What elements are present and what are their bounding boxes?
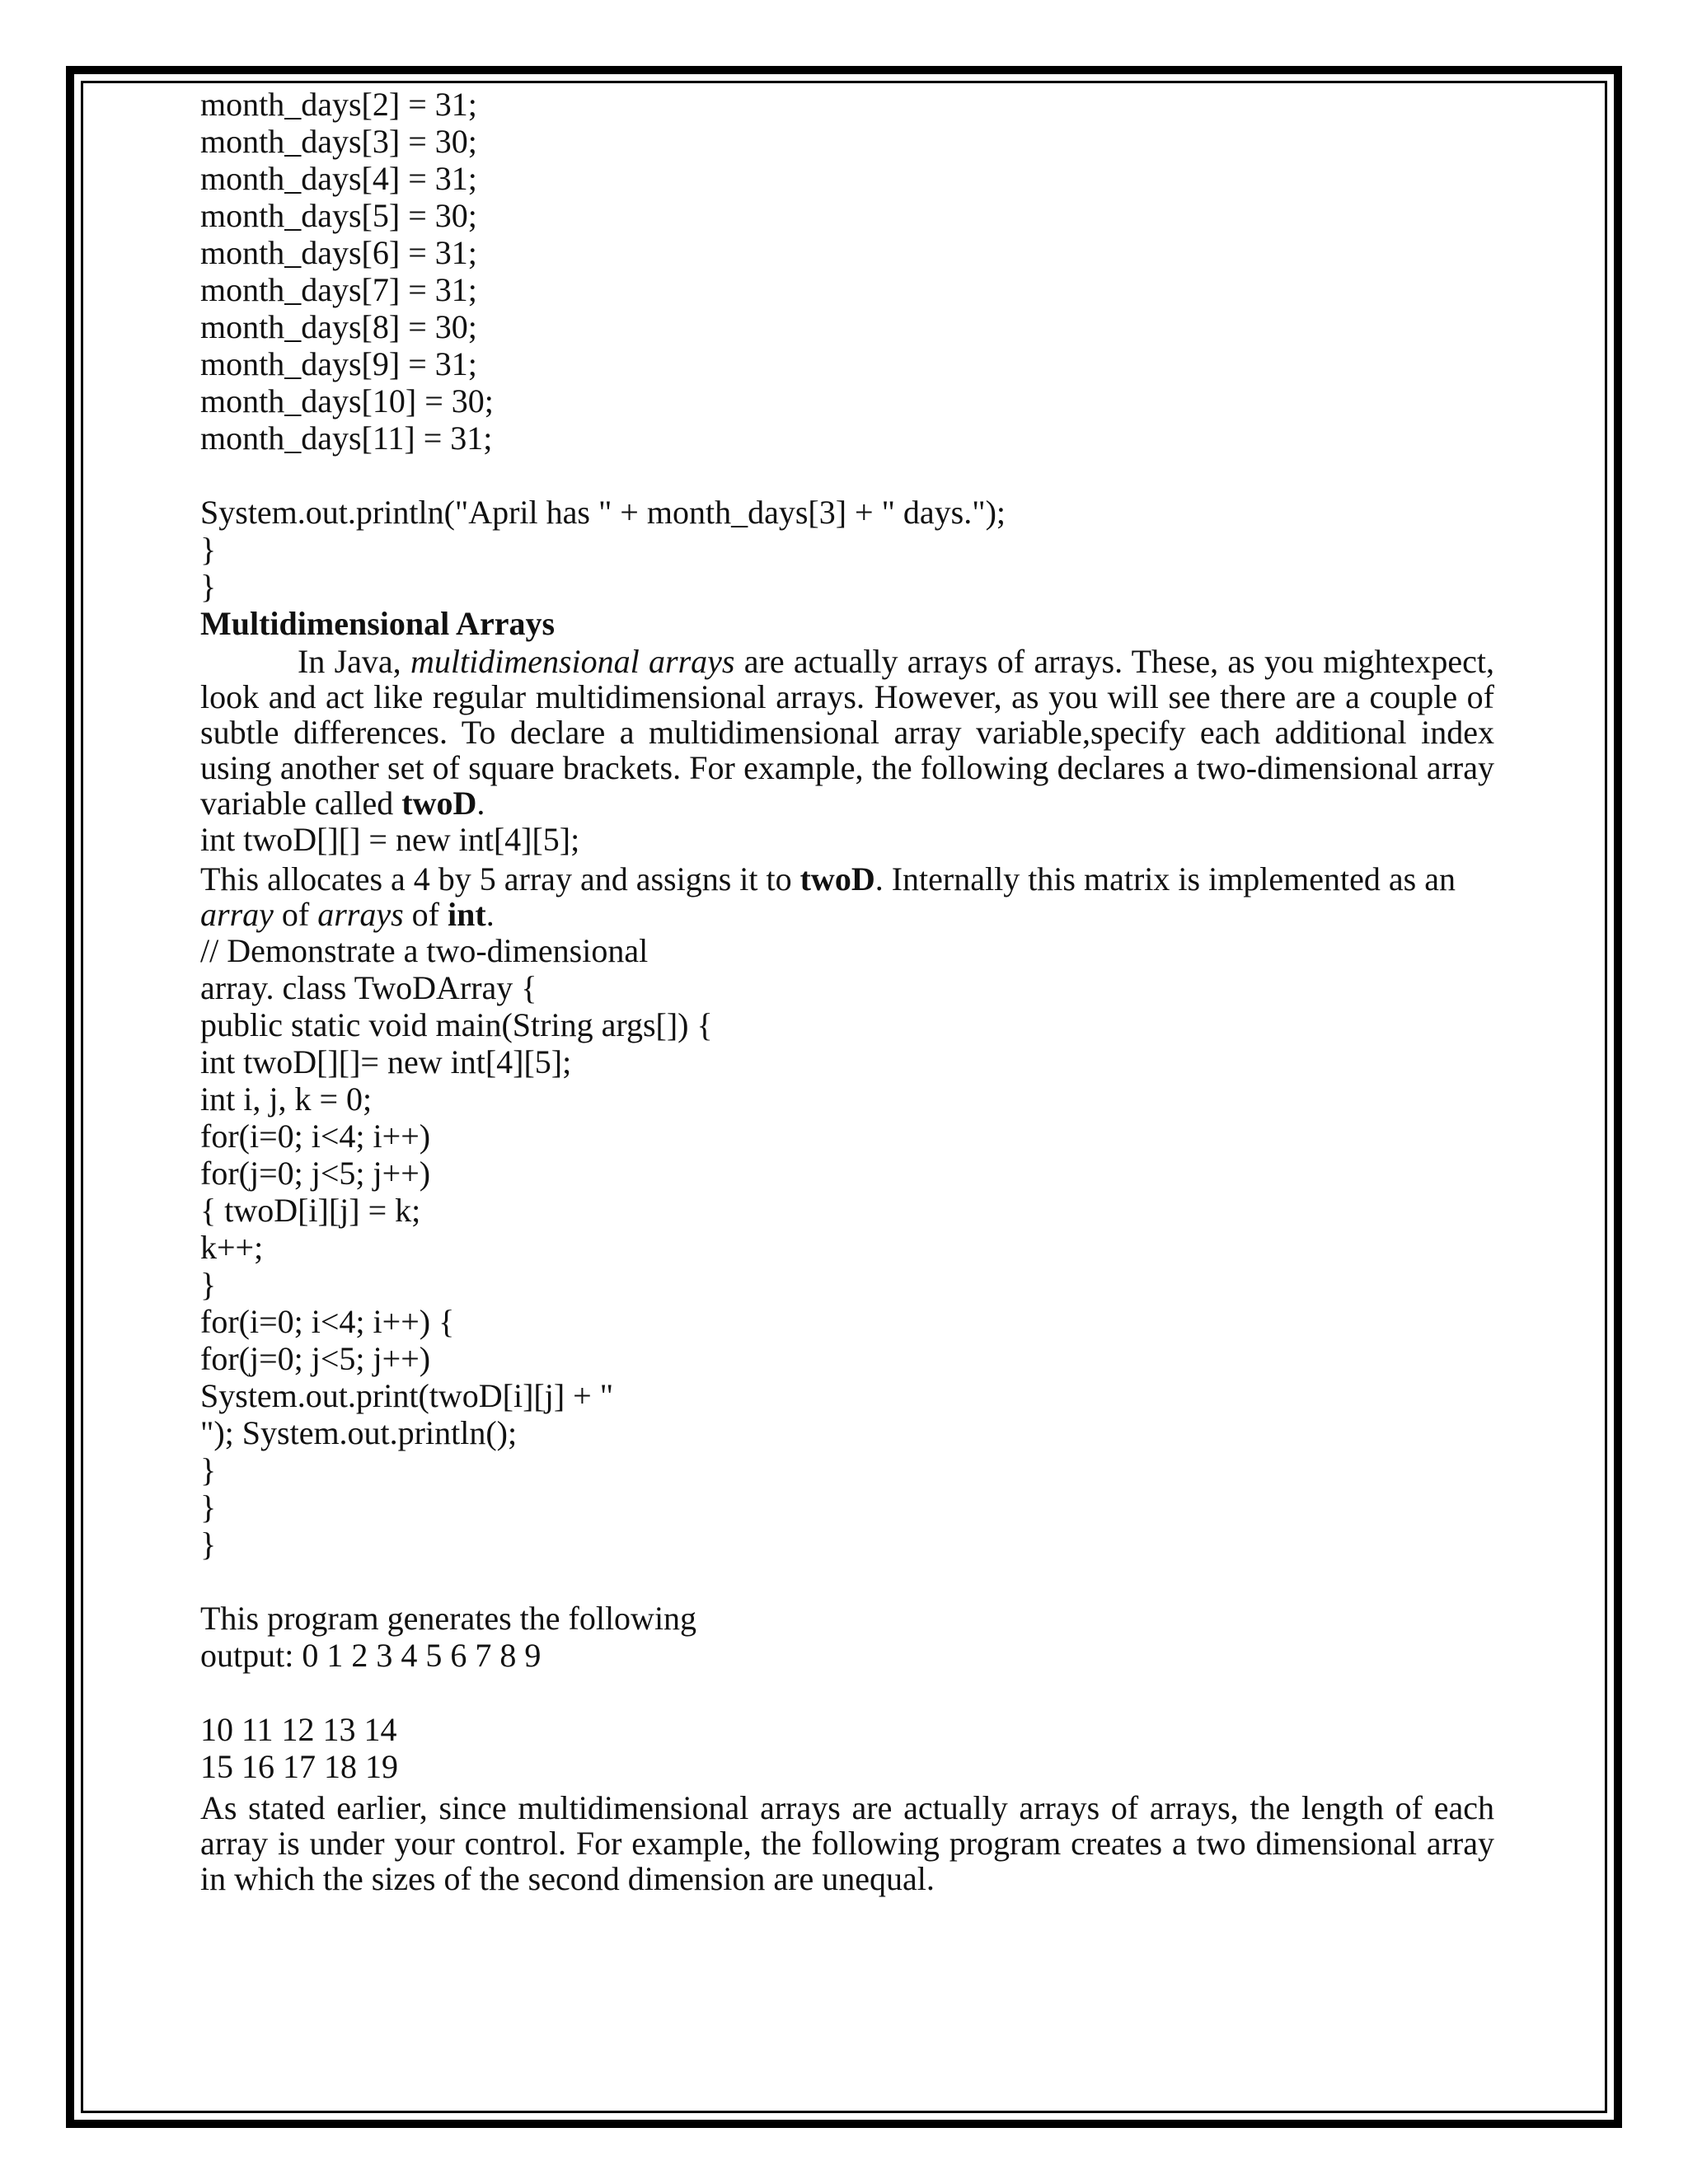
code-line: }	[200, 1526, 217, 1563]
code-line: for(j=0; j<5; j++)	[200, 1155, 431, 1192]
code-line: array. class TwoDArray {	[200, 969, 537, 1006]
bold-term: int	[448, 896, 486, 933]
code-line: }	[200, 1451, 217, 1488]
output-row: 15 16 17 18 19	[200, 1748, 398, 1785]
page-content	[200, 86, 1494, 1896]
declaration-line: int twoD[][] = new int[4][5];	[200, 821, 580, 858]
italic-term: array	[200, 896, 274, 933]
text-run: are actually arrays of arrays. These, as you mightexpect, look and act like regular multidimensional arrays. However, as you will see there are a couple of subtle differences. To declare a multidimensional array variable,specify each additional index using another set of square brackets. For example, the following declares a two-dimensional array variable called	[200, 643, 1495, 822]
code-line: System.out.print(twoD[i][j] + "	[200, 1377, 614, 1414]
code-block-month-days	[200, 86, 1494, 457]
code-line: month_days[9] = 31;	[200, 345, 477, 382]
code-line: month_days[7] = 31;	[200, 271, 477, 308]
output-intro-line: output: 0 1 2 3 4 5 6 7 8 9	[200, 1637, 542, 1674]
code-line: { twoD[i][j] = k;	[200, 1192, 421, 1229]
paragraph-allocation	[200, 861, 1494, 932]
code-line: month_days[3] = 30;	[200, 123, 477, 160]
text-run: This allocates a 4 by 5 array and assigns it to	[200, 860, 800, 898]
paragraph-intro	[200, 644, 1494, 821]
output-intro-line: This program generates the following	[200, 1600, 697, 1637]
code-line: public static void main(String args[]) {	[200, 1006, 713, 1043]
closing-brace: }	[200, 531, 217, 568]
code-line: month_days[8] = 30;	[200, 308, 477, 345]
code-line: int i, j, k = 0;	[200, 1080, 373, 1118]
println-line: System.out.println("April has " + month_days[3] + " days.");	[200, 494, 1006, 531]
code-line: month_days[6] = 31;	[200, 234, 477, 271]
text-run: of	[273, 896, 318, 933]
code-line: int twoD[][]= new int[4][5];	[200, 1043, 572, 1080]
closing-brace: }	[200, 568, 217, 605]
code-line: // Demonstrate a two-dimensional	[200, 932, 649, 969]
code-line: month_days[2] = 31;	[200, 86, 477, 123]
text-run: .	[485, 896, 495, 933]
section-heading: Multidimensional Arrays	[200, 605, 556, 642]
output-row: 10 11 12 13 14	[200, 1711, 397, 1748]
code-line: for(i=0; i<4; i++) {	[200, 1303, 455, 1340]
text-run: In Java,	[298, 643, 410, 680]
code-line: }	[200, 1266, 217, 1303]
code-line: month_days[5] = 30;	[200, 197, 477, 234]
italic-term: multidimensional arrays	[410, 643, 735, 680]
code-block-twodarray	[200, 932, 1494, 1563]
text-run: of	[403, 896, 448, 933]
code-line: "); System.out.println();	[200, 1414, 518, 1451]
code-line: month_days[4] = 31;	[200, 160, 477, 197]
code-line: month_days[10] = 30;	[200, 382, 494, 419]
code-line: for(j=0; j<5; j++)	[200, 1340, 431, 1377]
bold-term: twoD	[799, 860, 875, 898]
italic-term: arrays	[317, 896, 404, 933]
code-line: month_days[11] = 31;	[200, 419, 493, 457]
text-run: . Internally this matrix is implemented as an	[874, 860, 1456, 898]
code-line: for(i=0; i<4; i++)	[200, 1118, 431, 1155]
bold-term: twoD	[401, 785, 477, 822]
text-run: .	[476, 785, 485, 822]
code-line: }	[200, 1488, 217, 1526]
paragraph-closing: As stated earlier, since multidimensional arrays are actually arrays of arrays, the length of each array is under your control. For example, the following program creates a two dimensional array in which the sizes of the second dimension are unequal.	[200, 1789, 1494, 1897]
code-line: k++;	[200, 1229, 264, 1266]
